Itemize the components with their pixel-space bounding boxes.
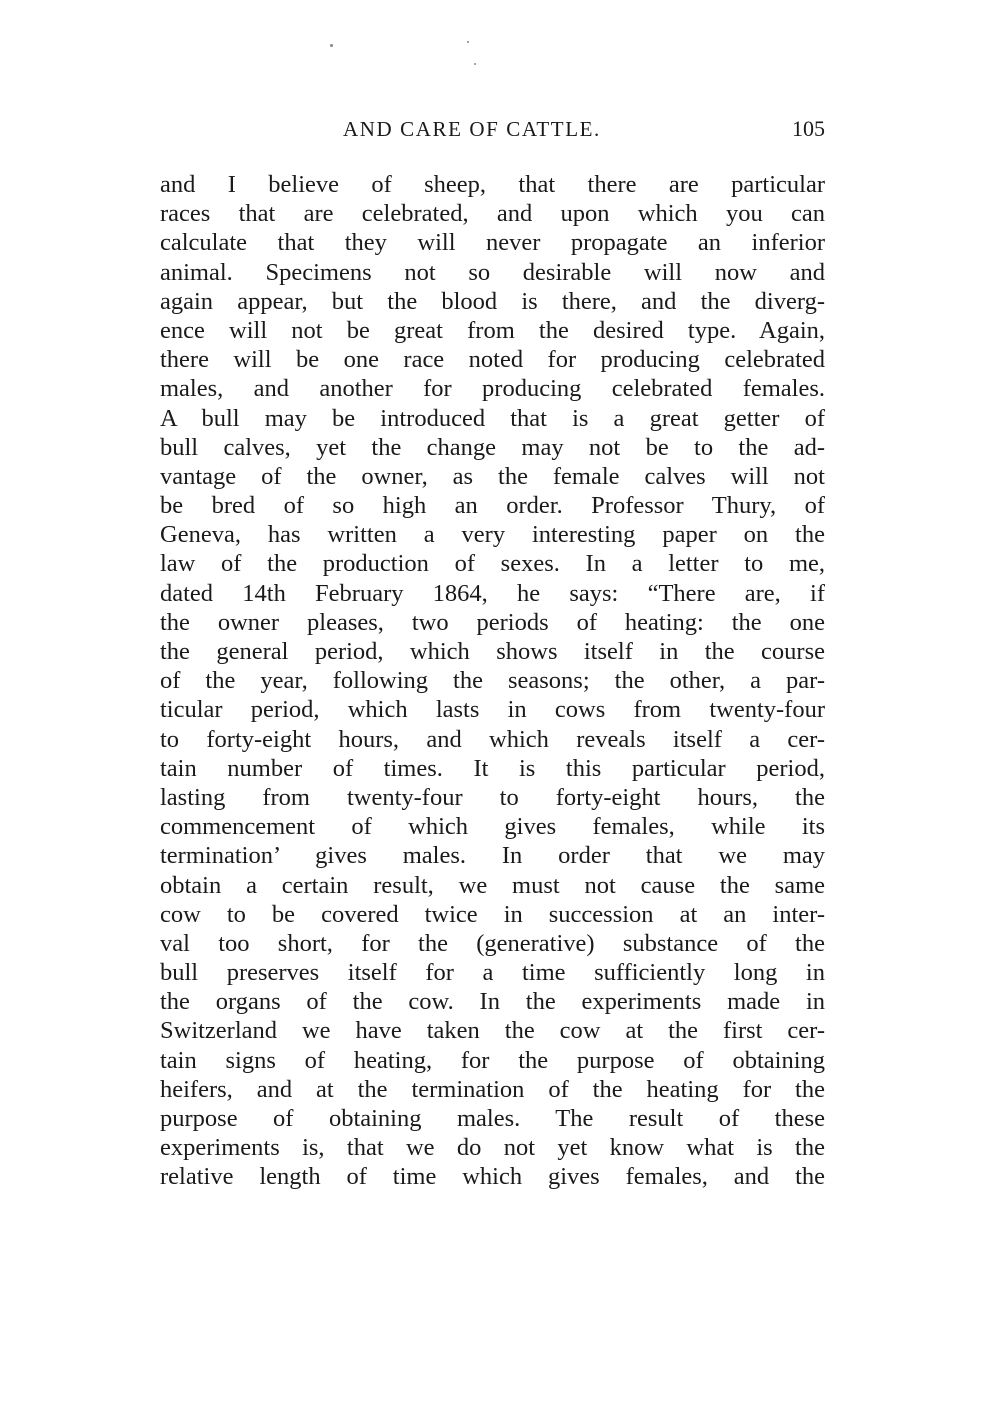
text-line: the organs of the cow. In the experiments made in bbox=[160, 988, 825, 1016]
text-line: ticular period, which lasts in cows from twenty-four bbox=[160, 696, 825, 724]
scan-speck bbox=[467, 41, 469, 43]
text-line: obtain a certain result, we must not cause the same bbox=[160, 871, 825, 899]
text-line: and I believe of sheep, that there are particular bbox=[160, 171, 825, 198]
text-line: A bull may be introduced that is a great getter of bbox=[160, 404, 825, 432]
text-line: tain signs of heating, for the purpose of obtaining bbox=[160, 1046, 825, 1074]
text-line: cow to be covered twice in succession at an inter- bbox=[160, 900, 825, 928]
text-line: the general period, which shows itself in the course bbox=[160, 638, 825, 665]
page-number: 105 bbox=[792, 116, 825, 141]
body-text bbox=[160, 170, 825, 1192]
text-line: races that are celebrated, and upon which you can bbox=[160, 200, 825, 228]
text-line: the owner pleases, two periods of heating: the one bbox=[160, 608, 825, 636]
text-line: ence will not be great from the desired type. Again, bbox=[160, 316, 825, 344]
text-line: tain number of times. It is this particular period, bbox=[160, 754, 825, 782]
text-line: purpose of obtaining males. The result of these bbox=[160, 1105, 825, 1132]
text-line: relative length of time which gives females, and the bbox=[160, 1163, 825, 1191]
text-line: commencement of which gives females, while its bbox=[160, 813, 825, 841]
text-line: vantage of the owner, as the female calves will not bbox=[160, 462, 825, 490]
text-line: lasting from twenty-four to forty-eight hours, the bbox=[160, 783, 825, 811]
text-line: again appear, but the blood is there, and the diverg- bbox=[160, 287, 825, 315]
page-header bbox=[160, 116, 825, 148]
text-line: calculate that they will never propagate an inferior bbox=[160, 229, 825, 257]
text-line: be bred of so high an order. Professor Thury, of bbox=[160, 492, 825, 520]
text-line: law of the production of sexes. In a letter to me, bbox=[160, 550, 825, 578]
text-line: bull preserves itself for a time sufficiently long in bbox=[160, 959, 825, 987]
text-line: males, and another for producing celebrated females. bbox=[160, 375, 825, 403]
text-line: dated 14th February 1864, he says: “There are, if bbox=[160, 579, 825, 607]
text-line: Switzerland we have taken the cow at the first cer- bbox=[160, 1017, 825, 1045]
running-head: AND CARE OF CATTLE. bbox=[343, 117, 601, 141]
scan-speck bbox=[330, 44, 333, 47]
text-line: bull calves, yet the change may not be to the ad- bbox=[160, 433, 825, 461]
text-line: of the year, following the seasons; the other, a par- bbox=[160, 667, 825, 695]
text-line: there will be one race noted for producing celebrated bbox=[160, 346, 825, 374]
text-line: heifers, and at the termination of the heating for the bbox=[160, 1075, 825, 1103]
text-line: Geneva, has written a very interesting paper on the bbox=[160, 521, 825, 549]
scan-speck bbox=[474, 63, 476, 65]
text-line: val too short, for the (generative) substance of the bbox=[160, 929, 825, 957]
text-line: to forty-eight hours, and which reveals itself a cer- bbox=[160, 725, 825, 753]
text-line: termination’ gives males. In order that we may bbox=[160, 842, 825, 870]
text-line: experiments is, that we do not yet know what is the bbox=[160, 1134, 825, 1162]
text-line: animal. Specimens not so desirable will now and bbox=[160, 258, 825, 286]
